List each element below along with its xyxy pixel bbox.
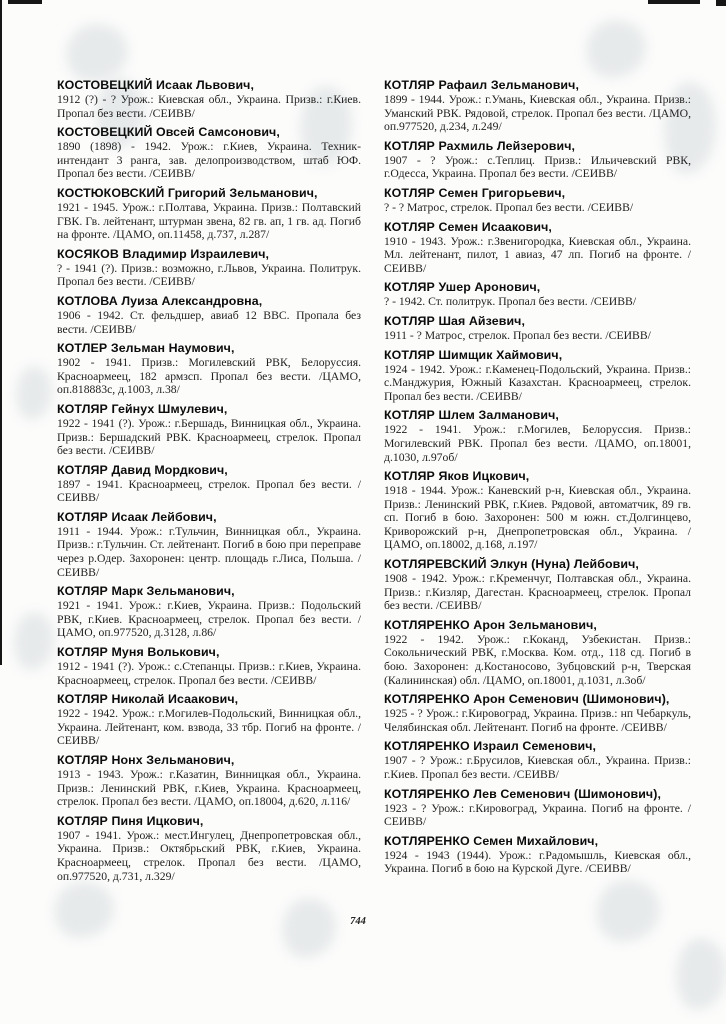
entry (384, 218, 691, 276)
entry-name: КОТЛОВА Луиза Александровна, (57, 293, 263, 308)
entry-name: КОТЛЯР Шимщик Хаймович, (384, 347, 563, 362)
entry-text: ? - ? Матрос, стрелок. Пропал без вести. /СЕИВВ/ (384, 200, 634, 214)
entry (57, 461, 361, 505)
scan-smudge (596, 880, 660, 942)
entry (384, 346, 691, 404)
entry (57, 508, 361, 579)
entry-text: 1921 - 1941. Урож.: г.Киев, Украина. Призв.: Подольский РВК, г.Киев. Красноармеец, стрелок. Пропал без вести. /ЦАМО, оп.977520, д.3128, л.86/ (57, 599, 361, 640)
entry (57, 643, 361, 687)
entry-name: КОТЛЯР Пиня Ицкович, (57, 813, 204, 828)
entry-name: КОТЛЯР Семен Григорьевич, (384, 185, 566, 200)
entry-text: 1922 - 1942. Урож.: г.Могилев-Подольский, Винницкая обл., Украина. Лейтенант, ком. взвода, 33 тбр. Погиб на фронте. /СЕИВВ/ (57, 707, 361, 748)
scan-edge-dash (716, 0, 726, 6)
entry (57, 400, 361, 458)
entry-name: КОТЛЯР Исаак Лейбович, (57, 509, 217, 524)
entry-text: 1908 - 1942. Урож.: г.Кременчуг, Полтавская обл., Украина. Призв.: г.Кизляр, Дагестан. Красноармеец, стрелок. Пропал без вести. /СЕИВВ/ (384, 572, 691, 613)
entry (57, 812, 361, 883)
scan-smudge (16, 366, 52, 420)
entry-name: КОТЛЯР Марк Зельманович, (57, 584, 235, 599)
entry-text: 1918 - 1944. Урож.: Каневский р-н, Киевская обл., Украина. Призв.: Ленинский РВК, г.Киев. Рядовой, автоматчик, 89 гв. сп. Погиб в бою. Захоронен: 500 м южн. ст.Долгинцево, Криворожский р-н, Днепропетровская обл., Украина. /ЦАМО, оп.18002, д.168, л.197/ (384, 484, 691, 552)
scan-edge-line (0, 0, 2, 665)
entry-name: КОТЛЯРЕНКО Арон Семенович (Шимонович), (384, 692, 670, 707)
entry-name: КОТЛЯРЕНКО Лев Семенович (Шимонович), (384, 786, 661, 801)
entry (57, 245, 361, 289)
entry (384, 785, 691, 829)
entry-name: КОТЛЯР Нонх Зельманович, (57, 753, 235, 767)
entry-name: КОТЛЯР Давид Мордкович, (57, 462, 228, 477)
scan-smudge (54, 882, 114, 938)
entry (384, 278, 691, 309)
entry-text: 1921 - 1945. Урож.: г.Полтава, Украина. Призв.: Полтавский ГВК. Гв. лейтенант, штурман звена, 82 гв. ап, 1 гв. ад. Погиб на фронте. /ЦАМО, оп.11458, д.737, л.287/ (57, 200, 361, 242)
entry-name: КОТЛЯР Гейнух Шмулевич, (57, 401, 228, 416)
entry-text: 1906 - 1942. Ст. фельдшер, авиаб 12 ВВС. Пропала без вести. /СЕИВВ/ (57, 308, 361, 336)
scan-smudge (676, 938, 726, 1010)
entry-name: КОТЛЯРЕНКО Арон Зельманович, (384, 617, 597, 632)
entry-text: 1924 - 1942. Урож.: г.Каменец-Подольский, Украина. Призв.: с.Манджурия, Южный Казахстан. Красноармеец, стрелок. Пропал без вести. /СЕИВВ/ (384, 362, 691, 403)
entry (57, 123, 361, 181)
entry (57, 582, 361, 640)
entry-name: КОТЛЯР Рахмиль Лейзерович, (384, 138, 576, 153)
entry-text: 1912 (?) - ? Урож.: Киевская обл., Украина. Призв.: г.Киев. Пропал без вести. /СЕИВВ/ (57, 93, 361, 120)
entry (384, 555, 691, 613)
scan-smudge (282, 898, 336, 958)
entry-text: 1890 (1898) - 1942. Урож.: г.Киев, Украина. Техник-интендант 3 ранга, зав. делопроизводством, штаб ЮФ. Пропал без вести. /СЕИВВ/ (57, 140, 361, 181)
entry-text: 1902 - 1941. Призв.: Могилевский РВК, Белоруссия. Красноармеец, 182 армзсп. Пропал без вести. /ЦАМО, оп.818883с, д.1003, л.38/ (57, 356, 361, 397)
entry (57, 184, 361, 242)
page-number: 744 (350, 916, 366, 927)
entry-text: 1922 - 1942. Урож.: г.Коканд, Узбекистан. Призв.: Сокольнический РВК, г.Москва. Ком. отд., 118 сд. Погиб в бою. Захоронен: д.Костаносово, Зубцовский р-н, Тверская (Калининская) обл. /ЦАМО, оп.18001, д.1031, л.3об/ (384, 632, 691, 687)
entry (384, 406, 691, 464)
entry-name: КОТЛЯР Рафаил Зельманович, (384, 78, 579, 92)
entry-text: 1922 - 1941 (?). Урож.: г.Бершадь, Винницкая обл., Украина. Призв.: Бершадский РВК. Красноармеец, стрелок. Пропал без вести. /СЕИВВ/ (57, 416, 361, 458)
entry (57, 690, 361, 748)
entry (384, 832, 691, 876)
entry (384, 312, 691, 343)
entry (384, 737, 691, 781)
entry (384, 184, 691, 215)
entry-name: КОТЛЯРЕНКО Израил Семенович, (384, 739, 597, 754)
entry-name: КОТЛЯР Муня Волькович, (57, 645, 220, 660)
entry-name: КОТЛЯР Николай Исаакович, (57, 692, 239, 707)
entry-text: 1911 - 1944. Урож.: г.Тульчин, Винницкая обл., Украина. Призв.: г.Тульчин. Ст. лейтенант. Погиб в бою при переправе через р.Одер. Захоронен: центр. площадь г.Лиса, Польша. /СЕИВВ/ (57, 524, 361, 579)
entry-name: КОСТЮКОВСКИЙ Григорий Зельманович, (57, 185, 318, 200)
entry-text: 1923 - ? Урож.: г.Кировоград, Украина. Погиб на фронте. /СЕИВВ/ (384, 801, 691, 829)
entry-text: 1907 - ? Урож.: с.Теплиц. Призв.: Ильичевский РВК, г.Одесса, Украина. Пропал без вести. /СЕИВВ/ (384, 153, 691, 181)
entry-text: 1899 - 1944. Урож.: г.Умань, Киевская обл., Украина. Призв.: Уманский РВК. Рядовой, стрелок. Пропал без вести. /ЦАМО, оп.977520, д.234, л.249/ (384, 93, 691, 134)
entry-name: КОТЛЯР Яков Ицкович, (384, 469, 530, 484)
entry-name: КОТЛЯР Ушер Аронович, (384, 280, 541, 295)
entry-text: ? - 1942. Ст. политрук. Пропал без вести. /СЕИВВ/ (384, 295, 637, 309)
entry (384, 137, 691, 181)
entry-text: 1911 - ? Матрос, стрелок. Пропал без вести. /СЕИВВ/ (384, 328, 651, 342)
right-column (384, 76, 691, 876)
entry (57, 751, 361, 809)
entry-name: КОТЛЕР Зельман Наумович, (57, 341, 235, 356)
entry-text: ? - 1941 (?). Призв.: возможно, г.Львов, Украина. Политрук. Пропал без вести. /СЕИВВ/ (57, 261, 361, 289)
entry-text: 1913 - 1943. Урож.: г.Казатин, Винницкая обл., Украина. Призв.: Ленинский РВК, г.Киев, Украина. Красноармеец, стрелок. Пропал без вести. /ЦАМО, оп.18004, д.620, л.116/ (57, 768, 361, 809)
entry-text: 1897 - 1941. Красноармеец, стрелок. Пропал без вести. /СЕИВВ/ (57, 477, 361, 505)
entry-name: КОСТОВЕЦКИЙ Овсей Самсонович, (57, 125, 280, 140)
entry-text: 1922 - 1941. Урож.: г.Могилев, Белоруссия. Призв.: Могилевский РВК. Пропал без вести. /ЦАМО, оп.18001, д.1030, л.97об/ (384, 423, 691, 464)
entry (57, 339, 361, 397)
entry-text: 1910 - 1943. Урож.: г.Звенигородка, Киевская обл., Украина. Мл. лейтенант, пилот, 1 авиаз, 47 лп. Погиб на фронте. /СЕИВВ/ (384, 234, 691, 275)
scan-edge-dash (648, 0, 700, 4)
entry-text: 1907 - 1941. Урож.: мест.Ингулец, Днепропетровская обл., Украина. Призв.: Октябрьский РВК, г.Киев, Украина. Красноармеец, стрелок. Пропал без вести. /ЦАМО, оп.977520, д.731, л.329/ (57, 828, 361, 883)
entry-name: КОТЛЯРЕНКО Семен Михайлович, (384, 833, 599, 848)
scan-smudge (66, 24, 128, 82)
entry (57, 76, 361, 120)
entry-name: КОСЯКОВ Владимир Израилевич, (57, 246, 270, 261)
left-column (57, 76, 361, 883)
scan-edge-dash (8, 0, 42, 4)
entry-text: 1907 - ? Урож.: г.Брусилов, Киевская обл., Украина. Призв.: г.Киев. Пропал без вести. /СЕИВВ/ (384, 754, 691, 781)
entry (57, 292, 361, 336)
scan-smudge (586, 20, 646, 78)
entry-name: КОТЛЯРЕВСКИЙ Элкун (Нуна) Лейбович, (384, 557, 639, 572)
entry (384, 690, 691, 734)
entry-name: КОТЛЯР Шая Айзевич, (384, 313, 526, 328)
entry-name: КОСТОВЕЦКИЙ Исаак Львович, (57, 78, 254, 92)
entry (384, 616, 691, 687)
entry-text: 1912 - 1941 (?). Урож.: с.Степанцы. Призв.: г.Киев, Украина. Красноармеец, стрелок. Пропал без вести. /СЕИВВ/ (57, 660, 361, 687)
entry (384, 467, 691, 552)
entry-name: КОТЛЯР Шлем Залманович, (384, 408, 559, 423)
entry-name: КОТЛЯР Семен Исаакович, (384, 219, 552, 234)
entry-text: 1924 - 1943 (1944). Урож.: г.Радомышль, Киевская обл., Украина. Погиб в бою на Курской Дуге. /СЕИВВ/ (384, 848, 691, 876)
entry (384, 76, 691, 134)
scan-smudge (14, 612, 54, 670)
entry-text: 1925 - ? Урож.: г.Кировоград, Украина. Призв.: нп Чебаркуль, Челябинская обл. Лейтенант. Погиб на фронте. /СЕИВВ/ (384, 707, 691, 734)
